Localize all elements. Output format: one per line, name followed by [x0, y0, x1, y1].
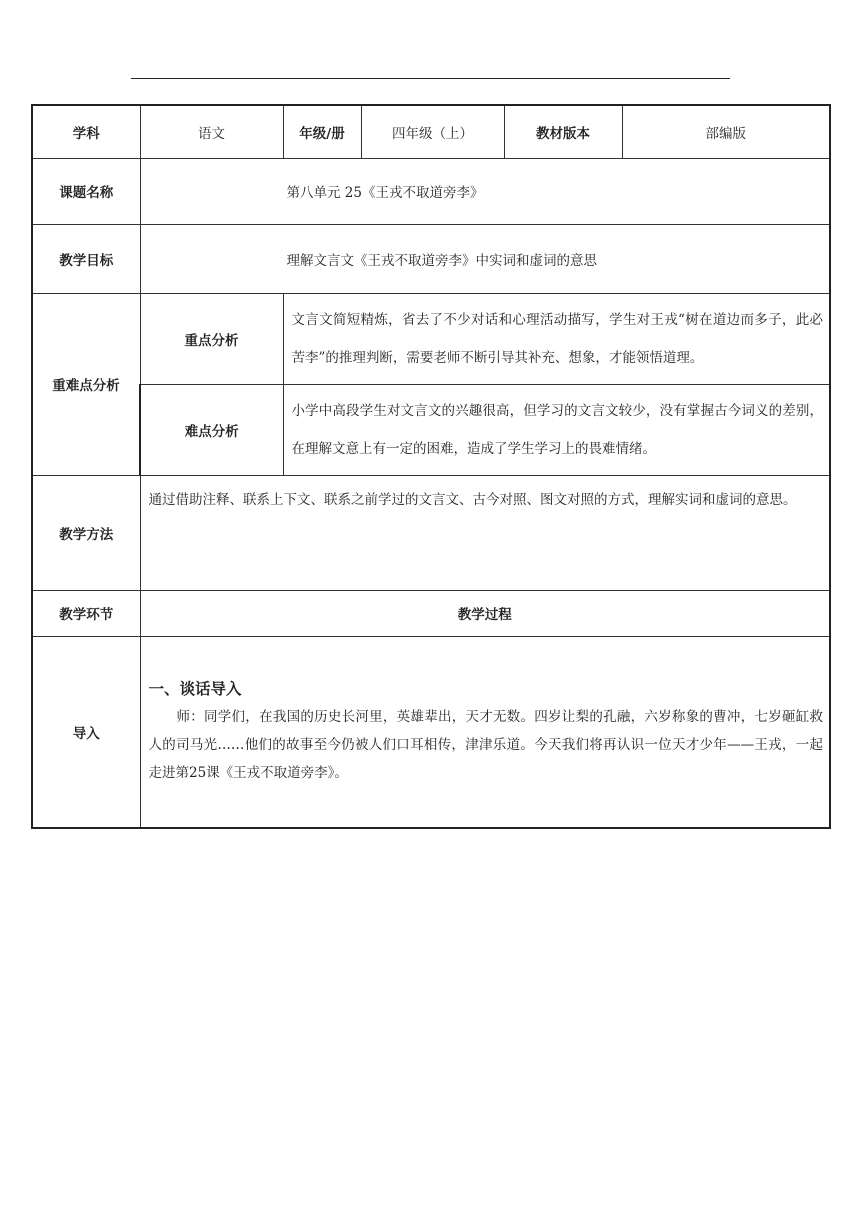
lesson-title-label: 课题名称: [32, 158, 140, 224]
subject-value: 语文: [140, 105, 283, 158]
stage-header-label: 教学环节: [32, 590, 140, 636]
edition-value: 部编版: [622, 105, 830, 158]
intro-section-title: 一、谈话导入: [148, 679, 242, 698]
lesson-title-row: [32, 158, 830, 224]
objective-label: 教学目标: [32, 224, 140, 293]
method-label: 教学方法: [32, 475, 140, 590]
analysis-label: 重难点分析: [32, 293, 140, 475]
lesson-title-value: 第八单元 25《王戎不取道旁李》: [140, 158, 830, 224]
intro-stage-label: 导入: [32, 636, 140, 828]
header-row: [32, 105, 830, 158]
key-point-row: [32, 293, 830, 384]
process-header-label: 教学过程: [140, 590, 830, 636]
method-text: 通过借助注释、联系上下文、联系之前学过的文言文、古今对照、图文对照的方式，理解实词和虚词的意思。: [140, 475, 830, 590]
intro-body-text: 师：同学们，在我国的历史长河里，英雄辈出，天才无数。四岁让梨的孔融，六岁称象的曹冲，七岁砸缸救人的司马光……他们的故事至今仍被人们口耳相传，津津乐道。今天我们将再认识一位天才少年——王戎，一起走进第25课《王戎不取道旁李》。: [148, 708, 823, 781]
intro-row: [32, 636, 830, 828]
key-point-label: 重点分析: [140, 293, 283, 384]
difficult-point-text: 小学中高段学生对文言文的兴趣很高，但学习的文言文较少，没有掌握古今词义的差别，在理解文意上有一定的困难，造成了学生学习上的畏难情绪。: [283, 384, 830, 475]
edition-label: 教材版本: [504, 105, 622, 158]
method-row: [32, 475, 830, 590]
intro-content: [140, 636, 830, 828]
key-point-text: 文言文简短精炼，省去了不少对话和心理活动描写，学生对王戎“树在道边而多子，此必苦李”的推理判断，需要老师不断引导其补充、想象，才能领悟道理。: [283, 293, 830, 384]
grade-label: 年级/册: [283, 105, 361, 158]
objective-text: 理解文言文《王戎不取道旁李》中实词和虚词的意思: [140, 224, 830, 293]
difficult-point-label: 难点分析: [140, 384, 283, 475]
header-rule: [131, 78, 730, 79]
process-header-row: [32, 590, 830, 636]
objective-row: [32, 224, 830, 293]
subject-label: 学科: [32, 105, 140, 158]
difficult-point-row: [32, 384, 830, 475]
grade-value: 四年级（上）: [361, 105, 504, 158]
lesson-plan-table: [31, 104, 831, 829]
